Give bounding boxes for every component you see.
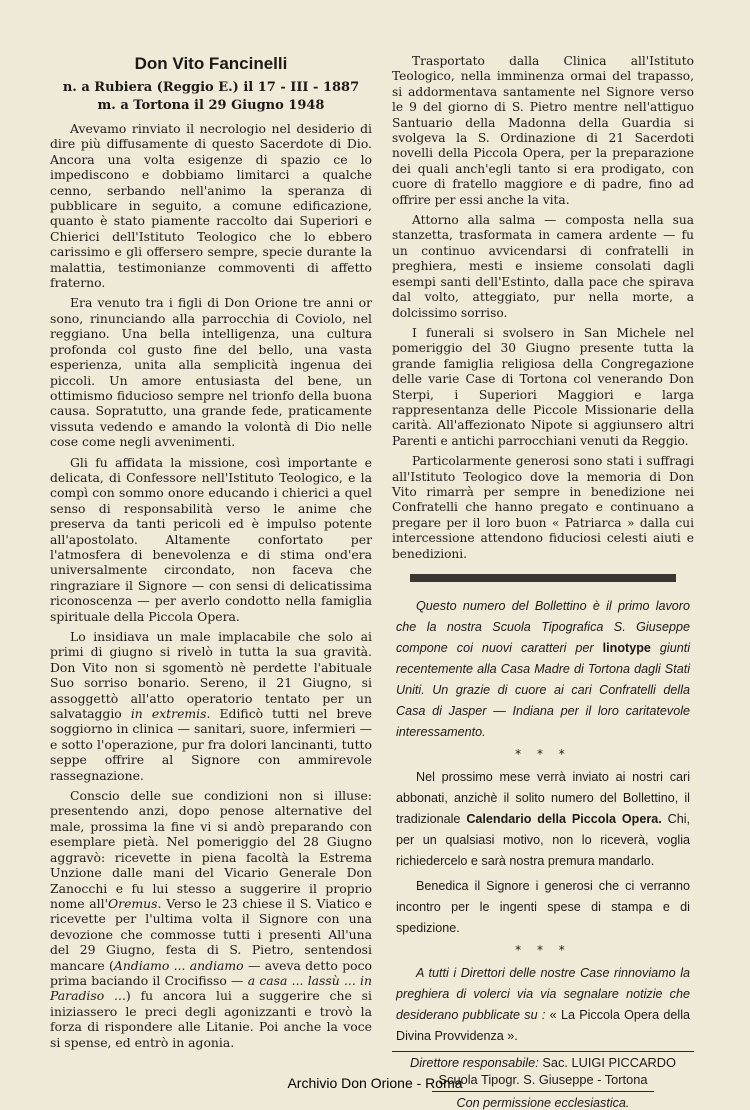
paragraph: Avevamo rinviato il necrologio nel desiderio di dire più diffusamente di questo Sacerdote di Dio. Ancora una volta esigenze di spazio ce lo impediscono e dobbiamo limitarci a qualche cenno, serbando nell'animo la speranza di pubblicare in seguito, a comune edificazione, quanto è stato piamente raccolto dai Superiori e Chierici dell'Istituto Teologico che lo ebbero carissimo e gli offersero sempre, specie durante la malattia, testimonianze commoventi di affetto fraterno. [50, 121, 372, 291]
linotype-word: linotype [602, 641, 651, 655]
divider-line [392, 1051, 694, 1052]
asterism: * * * [515, 747, 571, 761]
text-run: . Verso le 23 chiese il S. Viatico e ricevette per l'ultima volta il Signore con una devozione che commosse tutti i presenti All'una del 29 Giugno, festa di S. Pietro, sentendosi mancare ( [50, 895, 372, 973]
text-run: Questo numero del Bollettino è il primo lavoro che la nostra Scuola Tipografica S. Giuseppe compone coi nuovi caratteri per [396, 599, 690, 655]
directors-notice [396, 963, 690, 1047]
director-line [392, 1054, 694, 1071]
ecclesiastical-permission: Con permissione ecclesiastica. [456, 1096, 630, 1110]
calendar-title: Calendario della Piccola Opera. [466, 812, 662, 826]
text-run: giunti recentemente alla Casa Madre di Tortona dagli Stati Uniti. Un grazie di cuore ai cari Confratelli della Casa di Jasper — Indiana per il loro caritatevole interessamento. [396, 641, 690, 739]
paragraph: Trasportato dalla Clinica all'Istituto Teologico, nella imminenza ormai del trapasso, si addormentava santamente nel Signore verso le 9 del giorno di S. Pietro mentre nell'attiguo Santuario della Madonna della Guardia si svolgeva la S. Ordinazione di 21 Sacerdoti novelli della Piccola Opera, per la preparazione dei quali anch'egli tanto si era prodigato, con cuore di fratello maggiore e di padre, fino ad offrire per essi anche la vita. [392, 54, 694, 207]
text-run: . Edificò tutti nel breve soggiorno in clinica — sanitari, suore, infermieri — e sotto l'operazione, pur fra dolori lancinanti, tutto seppe offrire al Signore con ammirevole rassegnazione. [50, 706, 372, 783]
text-run: Lo insidiava un male implacabile che solo ai primi di giugno si rivelò in tutta la sua gravità. Don Vito non si sgomentò nè perdette l'abituale Suo sorriso bonario. Sereno, il 21 Giugno, si assoggettò all'atto operatorio tentato per un salvataggio [50, 629, 372, 722]
text-run: Chi, per un qualsiasi motivo, non lo riceverà, voglia richiedercelo e sarà nostra premura mandarlo. [396, 812, 691, 868]
text-run: Conscio delle sue condizioni non si illuse: presentendo anzi, dopo penose alternative del male, prossima la fine vi si andò preparando con esemplare pietà. Nel pomeriggio del 28 Giugno aggravò: ricevette in piena facoltà la Estrema Unzione dalle mani del Vicario Generale Don Zanocchi e fu lui stesso a suggerire il proprio nome all' [50, 788, 372, 911]
italic-run: a casa ... lassù ... in Paradiso ... [50, 972, 372, 1004]
birth-line: n. a Rubiera (Reggio E.) il 17 - III - 1887 [62, 80, 360, 95]
italic-run: Oremus [108, 895, 158, 911]
paragraph: Era venuto tra i figli di Don Orione tre anni or sono, rinunciando alla parrocchia di Coviolo, nel reggiano. Una bella intelligenza, una cultura profonda col gusto fine del bello, una vasta esperienza, unita alla semplicità ingenua dei piccoli. Un amore entusiasta del bene, un ottimismo fiducioso sempre nel trionfo della buona causa. Sopratutto, una grande fede, praticamente vissuta vedendo e amando la volontà di Dio nelle cose come negli avvenimenti. [50, 295, 372, 450]
paragraph: Attorno alla salma — composta nella sua stanzetta, trasformata in camera ardente — fu un continuo avvicendarsi di confratelli in preghiera, mesti e insieme consolati dagli esempi santi dell'Estinto, dalla pace che spirava dal volto, atteggiato, pur nella morte, a dolcissimo sorriso. [392, 213, 694, 320]
death-line: m. a Tortona il 29 Giugno 1948 [97, 98, 325, 113]
text-run: A tutti i Direttori delle nostre Case rinnoviamo la preghiera di volerci via via segnalare notizie che desiderano pubblicate su : [396, 966, 690, 1022]
paragraph: I funerali si svolsero in San Michele nel pomeriggio del 30 Giugno presente tutta la grande famiglia religiosa della Congregazione delle varie Case di Tortona col venerando Don Sterpi, i Superiori Maggiori e larga rappresentanza delle Piccole Missionarie della carità. All'affezionato Nipote si aggiunsero altri Parenti e antichi parrocchiani venuti da Reggio. [392, 325, 694, 448]
linotype-notice [396, 596, 690, 743]
section-divider-bar [410, 574, 676, 582]
divider-line [432, 1091, 654, 1092]
donors-notice: Benedica il Signore i generosi che ci verranno incontro per le ingenti spese di stampa e di spedizione. [396, 879, 690, 935]
asterism: * * * [515, 943, 571, 957]
text-run: Nel prossimo mese verrà inviato ai nostri cari abbonati, anzichè il solito numero del Bollettino, il tradizionale [396, 770, 690, 826]
obituary-title: Don Vito Fancinelli [134, 54, 288, 73]
calendar-notice [396, 767, 690, 872]
archive-watermark: Archivio Don Orione - Roma [287, 1075, 463, 1091]
printer-line: Scuola Tipogr. S. Giuseppe - Tortona [438, 1072, 648, 1087]
paragraph: Gli fu affidata la missione, così importante e delicata, di Confessore nell'Istituto Teologico, e la compì con sommo onore educando i chierici a quel senso di responsabilità verso le anime che preserva da tanti pericoli ed è impulso potente all'apostolato. Altamente confortato per l'atmosfera di benevolenza e di stima ond'era universalmente circondato, non faceva che ringraziare il Signore — con sensi di delicatissima riconoscenza — per averlo condotto nella famiglia spirituale della Piccola Opera. [50, 454, 372, 624]
italic-run: in extremis [130, 706, 207, 722]
paragraph [50, 629, 372, 783]
director-label: Direttore responsabile: [410, 1055, 539, 1070]
director-name: Sac. LUIGI PICCARDO [542, 1055, 676, 1070]
paragraph: Particolarmente generosi sono stati i suffragi all'Istituto Teologico dove la memoria di Don Vito rimarrà per sempre in benedizione nei Confratelli che hanno pregato e continuano a pregare per il loro buon « Patriarca » dalla cui intercessione attendono fiduciosi celesti aiuti e benedizioni. [392, 454, 694, 561]
text-run: — aveva detto poco prima baciando il Crocifisso — [50, 957, 372, 988]
left-column [50, 54, 372, 1055]
italic-run: Andiamo ... andiamo [113, 957, 244, 973]
publication-name: « La Piccola Opera della Divina Provvidenza ». [396, 1008, 690, 1043]
text-run: ) fu ancora lui a suggerire che si iniziassero le preci degli agonizzanti e trovò la forza di rispondere alle Litanie. Poi anche la voce si spense, ed entrò in agonia. [50, 988, 373, 1050]
right-column [392, 54, 694, 1110]
paragraph [50, 788, 372, 1050]
